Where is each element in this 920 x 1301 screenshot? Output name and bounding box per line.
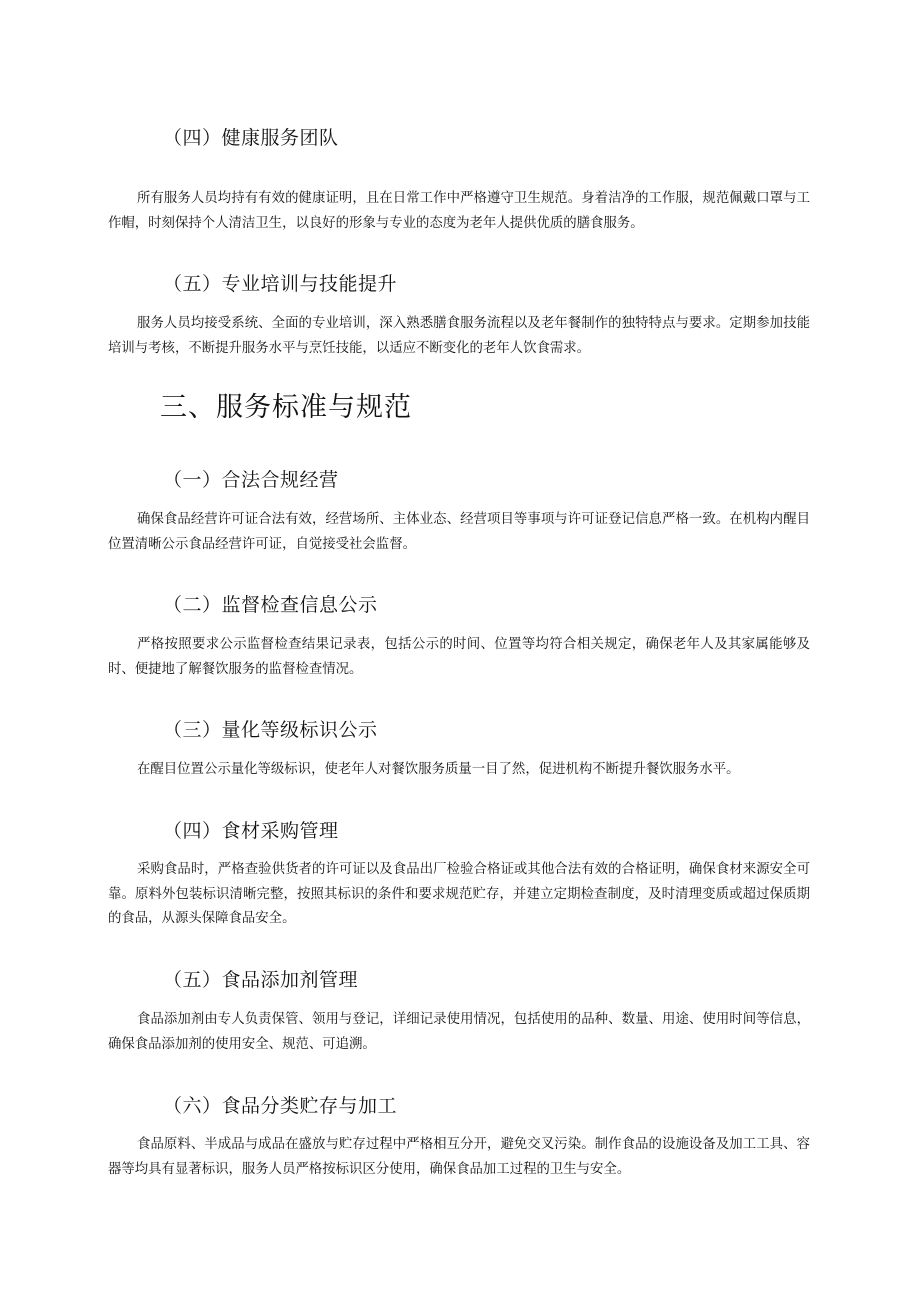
section-heading-grade-disclosure: （三）量化等级标识公示 [163, 719, 378, 741]
paragraph-health-team: 所有服务人员均持有有效的健康证明，且在日常工作中严格遵守卫生规范。身着洁净的工作服，规范佩戴口罩与工作帽，时刻保持个人清洁卫生，以良好的形象与专业的态度为老年人提供优质的膳食服务。 [108, 191, 810, 231]
chapter-heading-standards: 三、服务标准与规范 [160, 392, 412, 423]
paragraph-grade-disclosure: 在醒目位置公示量化等级标识，使老年人对餐饮服务质量一目了然，促进机构不断提升餐饮服务水平。 [137, 762, 740, 777]
section-heading-legal-operation: （一）合法合规经营 [163, 469, 339, 491]
section-heading-health-team: （四）健康服务团队 [163, 127, 339, 149]
section-heading-storage-processing: （六）食品分类贮存与加工 [163, 1095, 398, 1117]
section-heading-inspection-disclosure: （二）监督检查信息公示 [163, 594, 378, 616]
paragraph-inspection-disclosure: 严格按照要求公示监督检查结果记录表，包括公示的时间、位置等均符合相关规定，确保老年人及其家属能够及时、便捷地了解餐饮服务的监督检查情况。 [108, 637, 810, 677]
section-heading-training: （五）专业培训与技能提升 [163, 273, 398, 295]
paragraph-storage-processing: 食品原料、半成品与成品在盛放与贮存过程中严格相互分开，避免交叉污染。制作食品的设施设备及加工工具、容器等均具有显著标识，服务人员严格按标识区分使用，确保食品加工过程的卫生与安全。 [108, 1137, 810, 1177]
paragraph-training: 服务人员均接受系统、全面的专业培训，深入熟悉膳食服务流程以及老年餐制作的独特特点与要求。定期参加技能培训与考核，不断提升服务水平与烹饪技能，以适应不断变化的老年人饮食需求。 [108, 316, 810, 356]
paragraph-procurement: 采购食品时，严格查验供货者的许可证以及食品出厂检验合格证或其他合法有效的合格证明，确保食材来源安全可靠。原料外包装标识清晰完整，按照其标识的条件和要求规范贮存，并建立定期检查制度，及时清理变质或超过保质期的食品，从源头保障食品安全。 [108, 862, 810, 926]
section-heading-procurement: （四）食材采购管理 [163, 820, 339, 842]
section-heading-additives: （五）食品添加剂管理 [163, 969, 359, 991]
paragraph-legal-operation: 确保食品经营许可证合法有效，经营场所、主体业态、经营项目等事项与许可证登记信息严格一致。在机构内醒目位置清晰公示食品经营许可证，自觉接受社会监督。 [108, 512, 810, 552]
paragraph-additives: 食品添加剂由专人负责保管、领用与登记，详细记录使用情况，包括使用的品种、数量、用途、使用时间等信息，确保食品添加剂的使用安全、规范、可追溯。 [108, 1012, 810, 1052]
